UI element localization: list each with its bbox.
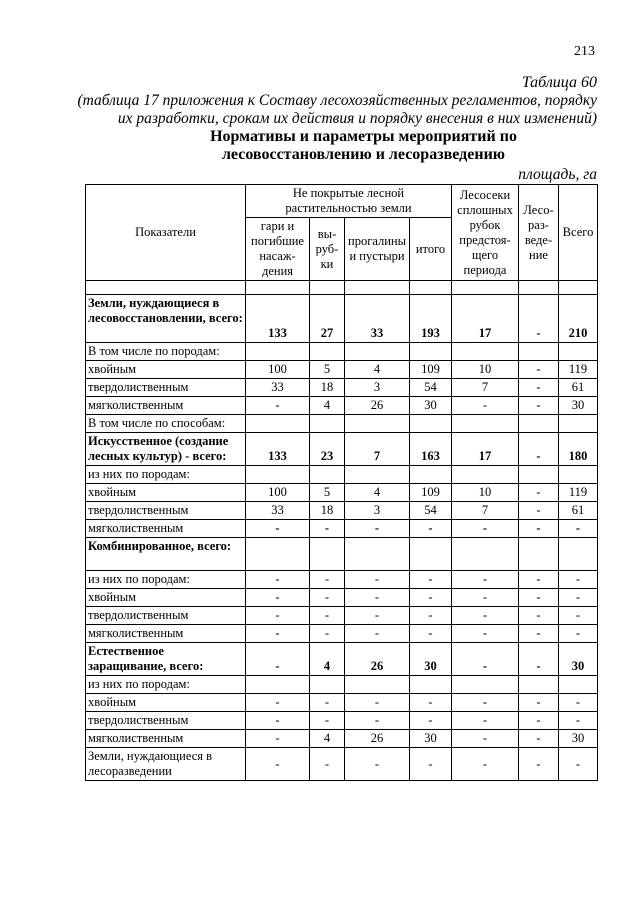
row-value: 5 — [310, 361, 345, 379]
row-value: - — [559, 607, 598, 625]
row-label: мягколиственным — [86, 520, 246, 538]
row-value — [519, 466, 559, 484]
row-value: 193 — [410, 295, 452, 343]
row-value: - — [310, 748, 345, 781]
table-row — [86, 379, 598, 397]
row-value — [246, 538, 310, 571]
row-value: - — [246, 694, 310, 712]
row-value: - — [246, 571, 310, 589]
row-value — [559, 415, 598, 433]
units-label: площадь, га — [518, 166, 597, 183]
row-value — [519, 415, 559, 433]
table-row — [86, 589, 598, 607]
row-value: 210 — [559, 295, 598, 343]
row-value: - — [310, 694, 345, 712]
row-value: 26 — [345, 730, 410, 748]
table-row — [86, 484, 598, 502]
row-label: Искусственное (создание лесных культур) - всего: — [86, 433, 246, 466]
row-value: 54 — [410, 379, 452, 397]
row-label: мягколиственным — [86, 625, 246, 643]
row-value: - — [345, 571, 410, 589]
norms-table — [85, 184, 598, 781]
row-value: - — [452, 748, 519, 781]
row-value: 4 — [345, 361, 410, 379]
row-value: - — [452, 712, 519, 730]
row-value: - — [452, 520, 519, 538]
row-value: - — [246, 625, 310, 643]
row-value: - — [519, 712, 559, 730]
row-value: - — [310, 589, 345, 607]
table-row — [86, 748, 598, 781]
table-title-line-2: лесовосстановлению и лесоразведению — [221, 146, 506, 163]
row-value: 10 — [452, 361, 519, 379]
table-row — [86, 343, 598, 361]
row-value: - — [410, 625, 452, 643]
row-value — [246, 466, 310, 484]
row-value: 180 — [559, 433, 598, 466]
row-value: - — [519, 625, 559, 643]
row-value: 3 — [345, 379, 410, 397]
row-value: 30 — [559, 730, 598, 748]
row-label: В том числе по породам: — [86, 343, 246, 361]
row-label: Земли, нуждающиеся в лесовосстановлении, всего: — [86, 295, 246, 343]
table-subtitle-line-1: (таблица 17 приложения к Составу лесохозяйственных регламентов, порядку — [77, 92, 597, 109]
row-value: 109 — [410, 361, 452, 379]
row-value: 33 — [345, 295, 410, 343]
row-value: - — [410, 712, 452, 730]
row-value: 30 — [410, 397, 452, 415]
row-value: 5 — [310, 484, 345, 502]
row-value: - — [519, 748, 559, 781]
row-value — [452, 415, 519, 433]
row-value — [410, 343, 452, 361]
row-value: - — [559, 571, 598, 589]
row-label: мягколиственным — [86, 397, 246, 415]
row-value — [310, 415, 345, 433]
row-value: 4 — [310, 730, 345, 748]
row-value: - — [246, 520, 310, 538]
row-value: - — [410, 607, 452, 625]
row-value — [452, 466, 519, 484]
row-label: Земли, нуждающиеся в лесоразведении — [86, 748, 246, 781]
row-value: - — [519, 694, 559, 712]
row-value: - — [452, 730, 519, 748]
table-row — [86, 361, 598, 379]
row-label: хвойным — [86, 589, 246, 607]
row-value — [519, 676, 559, 694]
row-value — [345, 676, 410, 694]
table-row — [86, 607, 598, 625]
row-value — [559, 676, 598, 694]
row-value: - — [246, 607, 310, 625]
row-label: мягколиственным — [86, 730, 246, 748]
table-row — [86, 643, 598, 676]
row-value — [246, 676, 310, 694]
row-value: 119 — [559, 484, 598, 502]
header-clearings: вы-руб-ки — [310, 218, 345, 281]
row-value: - — [246, 748, 310, 781]
table-row — [86, 571, 598, 589]
row-value: 27 — [310, 295, 345, 343]
row-value: - — [345, 607, 410, 625]
row-value: - — [310, 520, 345, 538]
row-value: - — [452, 571, 519, 589]
row-value: - — [519, 643, 559, 676]
row-value: - — [559, 748, 598, 781]
table-row — [86, 712, 598, 730]
row-value: 133 — [246, 433, 310, 466]
row-value: 3 — [345, 502, 410, 520]
row-value: 26 — [345, 397, 410, 415]
row-value: - — [452, 643, 519, 676]
row-value — [345, 343, 410, 361]
header-not-covered: Не покрытые лесной растительностью земли — [246, 185, 452, 218]
table-header — [40, 74, 597, 184]
spacer-row — [86, 281, 598, 295]
row-value: 30 — [559, 397, 598, 415]
row-value: - — [246, 712, 310, 730]
row-value: - — [410, 748, 452, 781]
row-value: - — [246, 589, 310, 607]
row-value: 7 — [345, 433, 410, 466]
row-value — [410, 538, 452, 571]
row-value: - — [559, 694, 598, 712]
table-row — [86, 502, 598, 520]
header-total: Всего — [559, 185, 598, 281]
row-label: твердолиственным — [86, 379, 246, 397]
row-value: - — [345, 625, 410, 643]
row-value: 100 — [246, 484, 310, 502]
header-glades: прогалины и пустыри — [345, 218, 410, 281]
row-value: - — [519, 484, 559, 502]
row-value: - — [559, 712, 598, 730]
row-value: 18 — [310, 379, 345, 397]
row-value: - — [519, 361, 559, 379]
row-value: 7 — [452, 379, 519, 397]
row-value: 26 — [345, 643, 410, 676]
row-label: В том числе по способам: — [86, 415, 246, 433]
table-row — [86, 730, 598, 748]
row-value — [246, 415, 310, 433]
row-value: 100 — [246, 361, 310, 379]
row-value: - — [559, 625, 598, 643]
row-label: из них по породам: — [86, 676, 246, 694]
row-value: 4 — [310, 643, 345, 676]
row-value: - — [519, 520, 559, 538]
row-value: 18 — [310, 502, 345, 520]
table-row — [86, 694, 598, 712]
table-row — [86, 433, 598, 466]
row-value: - — [559, 589, 598, 607]
row-value: - — [452, 397, 519, 415]
row-value: 23 — [310, 433, 345, 466]
row-value: - — [452, 694, 519, 712]
row-value — [452, 676, 519, 694]
row-value — [345, 538, 410, 571]
row-value: - — [345, 589, 410, 607]
row-value: - — [345, 712, 410, 730]
table-row — [86, 295, 598, 343]
row-label: хвойным — [86, 361, 246, 379]
row-value: - — [310, 625, 345, 643]
row-value: - — [559, 520, 598, 538]
row-value — [410, 466, 452, 484]
row-value: 61 — [559, 379, 598, 397]
header-subtotal: итого — [410, 218, 452, 281]
row-value: - — [519, 433, 559, 466]
row-label: Естественное заращивание, всего: — [86, 643, 246, 676]
row-value — [310, 538, 345, 571]
row-value: 17 — [452, 433, 519, 466]
row-value: - — [519, 607, 559, 625]
row-value: - — [452, 589, 519, 607]
row-value: 109 — [410, 484, 452, 502]
table-row — [86, 538, 598, 571]
row-value — [310, 676, 345, 694]
row-value: 163 — [410, 433, 452, 466]
row-value — [519, 343, 559, 361]
table-row — [86, 625, 598, 643]
row-value — [559, 538, 598, 571]
row-value — [452, 343, 519, 361]
row-value: 119 — [559, 361, 598, 379]
table-subtitle-line-2: их разработки, срокам их действия и порядку внесения в них изменений) — [117, 110, 597, 127]
row-value: 30 — [410, 730, 452, 748]
table-row — [86, 397, 598, 415]
table-row — [86, 466, 598, 484]
table-title-line-1: Нормативы и параметры мероприятий по — [210, 128, 517, 145]
row-label: хвойным — [86, 694, 246, 712]
header-burned: гари и погибшие насаж-дения — [246, 218, 310, 281]
row-value: 4 — [345, 484, 410, 502]
row-value: - — [310, 712, 345, 730]
header-indicators: Показатели — [86, 185, 246, 281]
row-value: 10 — [452, 484, 519, 502]
row-value: - — [519, 379, 559, 397]
row-value: - — [410, 520, 452, 538]
row-value — [246, 343, 310, 361]
row-value: 61 — [559, 502, 598, 520]
row-value: - — [452, 625, 519, 643]
row-value — [310, 343, 345, 361]
row-value — [559, 466, 598, 484]
row-label: хвойным — [86, 484, 246, 502]
row-value: - — [519, 502, 559, 520]
row-value: 54 — [410, 502, 452, 520]
row-value: - — [246, 730, 310, 748]
row-value: - — [519, 295, 559, 343]
row-label: твердолиственным — [86, 502, 246, 520]
row-value: - — [345, 694, 410, 712]
row-value: - — [246, 397, 310, 415]
row-value — [410, 676, 452, 694]
row-value: 33 — [246, 502, 310, 520]
page-number: 213 — [574, 44, 595, 59]
table-row — [86, 520, 598, 538]
row-value: - — [519, 730, 559, 748]
row-value: - — [345, 520, 410, 538]
row-value: - — [519, 397, 559, 415]
row-value: - — [246, 643, 310, 676]
row-value: - — [410, 589, 452, 607]
row-value: 33 — [246, 379, 310, 397]
table-number: Таблица 60 — [521, 74, 597, 91]
row-value: - — [410, 571, 452, 589]
row-value: 30 — [410, 643, 452, 676]
row-value: - — [310, 607, 345, 625]
row-label: твердолиственным — [86, 607, 246, 625]
row-value — [345, 415, 410, 433]
row-label: из них по породам: — [86, 466, 246, 484]
row-value: - — [410, 694, 452, 712]
row-value: - — [452, 607, 519, 625]
table-row — [86, 415, 598, 433]
row-value — [559, 343, 598, 361]
row-label: из них по породам: — [86, 571, 246, 589]
row-value — [452, 538, 519, 571]
table-row — [86, 676, 598, 694]
row-value — [345, 466, 410, 484]
row-value: 17 — [452, 295, 519, 343]
row-label: Комбинированное, всего: — [86, 538, 246, 571]
row-value: 7 — [452, 502, 519, 520]
row-label: твердолиственным — [86, 712, 246, 730]
header-afforestation: Лесо-раз-веде-ние — [519, 185, 559, 281]
row-value: 30 — [559, 643, 598, 676]
row-value: - — [345, 748, 410, 781]
row-value — [310, 466, 345, 484]
row-value: 133 — [246, 295, 310, 343]
row-value — [519, 538, 559, 571]
row-value: - — [519, 589, 559, 607]
row-value — [410, 415, 452, 433]
row-value: - — [310, 571, 345, 589]
row-value: - — [519, 571, 559, 589]
header-cutting-areas: Лесосеки сплошных рубок предстоя-щего периода — [452, 185, 519, 281]
row-value: 4 — [310, 397, 345, 415]
